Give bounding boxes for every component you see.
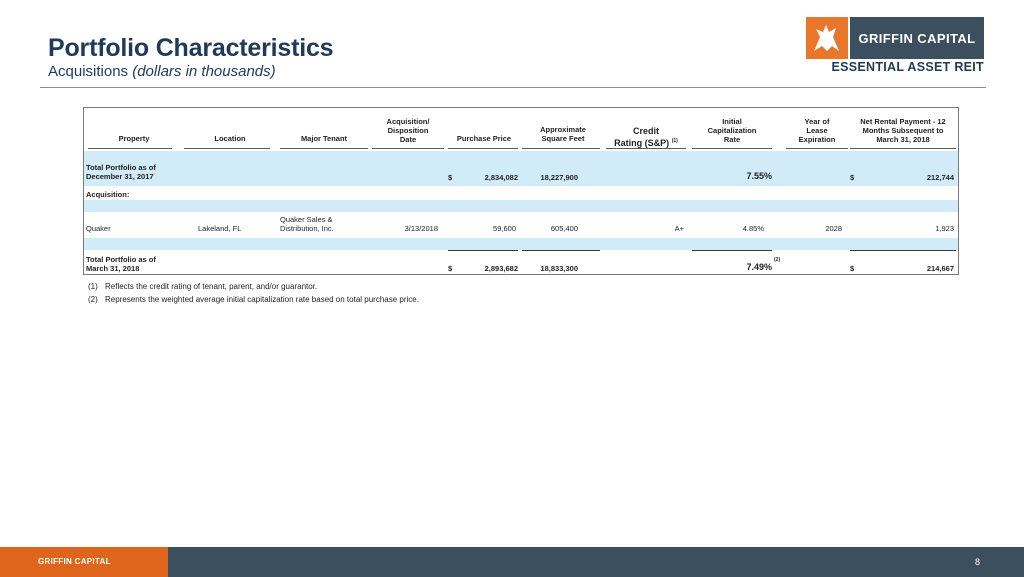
- header-underline: [280, 148, 368, 149]
- col-header-acquisition-date: Acquisition/ Disposition Date: [386, 117, 430, 144]
- row-credit-rating: A+: [674, 224, 684, 233]
- row-purchase-price: 59,600: [493, 224, 516, 233]
- footnote-1: (1) Reflects the credit rating of tenant, parent, and/or guarantor.: [88, 282, 318, 291]
- col-header-net-rental: Net Rental Payment - 12 Months Subsequent to March 31, 2018: [860, 117, 946, 144]
- row-acquisition-date: 3/13/2018: [404, 224, 438, 233]
- page-title: Portfolio Characteristics: [48, 34, 334, 62]
- col-header-location: Location: [214, 134, 246, 143]
- col-header-credit-rating: Credit Rating (S&P) $^{(1)}$: [614, 126, 678, 148]
- logo-wordmark: GRIFFIN CAPITAL: [850, 17, 984, 59]
- header-underline: [606, 148, 686, 149]
- page-footer: [0, 547, 1024, 577]
- opening-total-label: Total Portfolio as of December 31, 2017: [86, 163, 156, 181]
- opening-net-rental: 212,744: [926, 173, 954, 182]
- col-header-cap-rate: Initial Capitalization Rate: [707, 117, 757, 144]
- closing-square-feet: 18,833,300: [540, 264, 578, 273]
- logo-tagline: ESSENTIAL ASSET REIT: [831, 60, 984, 74]
- header-underline: [786, 148, 848, 149]
- sum-line: [448, 250, 518, 251]
- page-number: 8: [974, 557, 980, 567]
- closing-purchase-price: 2,893,682: [484, 264, 518, 273]
- acquisition-section-label: Acquisition:: [86, 190, 130, 199]
- closing-price-dollar: $: [448, 264, 453, 273]
- opening-cap-rate: 7.55%: [746, 171, 772, 181]
- opening-rent-dollar: $: [850, 173, 855, 182]
- opening-total-band: [84, 151, 958, 186]
- subtitle-main: Acquisitions: [48, 63, 129, 80]
- header-underline: [184, 148, 270, 149]
- footer-brand: GRIFFIN CAPITAL: [0, 547, 168, 577]
- header-underline: [372, 148, 444, 149]
- sum-line: [522, 250, 600, 251]
- row-property: Quaker: [86, 224, 111, 233]
- closing-cap-rate: 7.49%: [746, 262, 772, 272]
- col-header-property: Property: [118, 134, 150, 143]
- header-underline: [692, 148, 772, 149]
- row-net-rental: 1,923: [935, 224, 954, 233]
- footnotes: [88, 281, 419, 306]
- closing-cap-rate-note: (2): [774, 257, 781, 263]
- col-header-square-feet: Approximate Square Feet: [540, 125, 586, 143]
- header-divider: [40, 87, 986, 88]
- col-header-major-tenant: Major Tenant: [300, 134, 348, 143]
- row-location: Lakeland, FL: [198, 224, 242, 233]
- company-logo: [806, 17, 984, 75]
- row-square-feet: 605,400: [550, 224, 578, 233]
- subtitle-units: (dollars in thousands): [132, 63, 276, 80]
- closing-net-rental: 214,667: [926, 264, 954, 273]
- footnote-2: (2) Represents the weighted average initial capitalization rate based on total purchase price.: [88, 294, 419, 304]
- page-subtitle: [48, 63, 276, 80]
- acquisitions-table: [83, 107, 959, 275]
- header-underline: [88, 148, 172, 149]
- row-cap-rate: 4.85%: [742, 224, 764, 233]
- opening-square-feet: 18,227,900: [540, 173, 578, 182]
- row-major-tenant: Quaker Sales & Distribution, Inc.: [280, 215, 334, 233]
- header-underline: [522, 148, 600, 149]
- header-underline: [448, 148, 518, 149]
- sum-line: [850, 250, 956, 251]
- spacer-band: [84, 200, 958, 212]
- griffin-emblem-icon: [806, 17, 848, 59]
- header-underline: [850, 148, 956, 149]
- closing-rent-dollar: $: [850, 264, 855, 273]
- col-header-purchase-price: Purchase Price: [456, 134, 512, 143]
- col-header-lease-expiration: Year of Lease Expiration: [798, 117, 836, 144]
- row-lease-expiration: 2028: [825, 224, 842, 233]
- opening-price-dollar: $: [448, 173, 453, 182]
- opening-purchase-price: 2,834,082: [484, 173, 518, 182]
- closing-total-label: Total Portfolio as of March 31, 2018: [86, 255, 156, 273]
- spacer-band: [84, 238, 958, 250]
- sum-line: [692, 250, 772, 251]
